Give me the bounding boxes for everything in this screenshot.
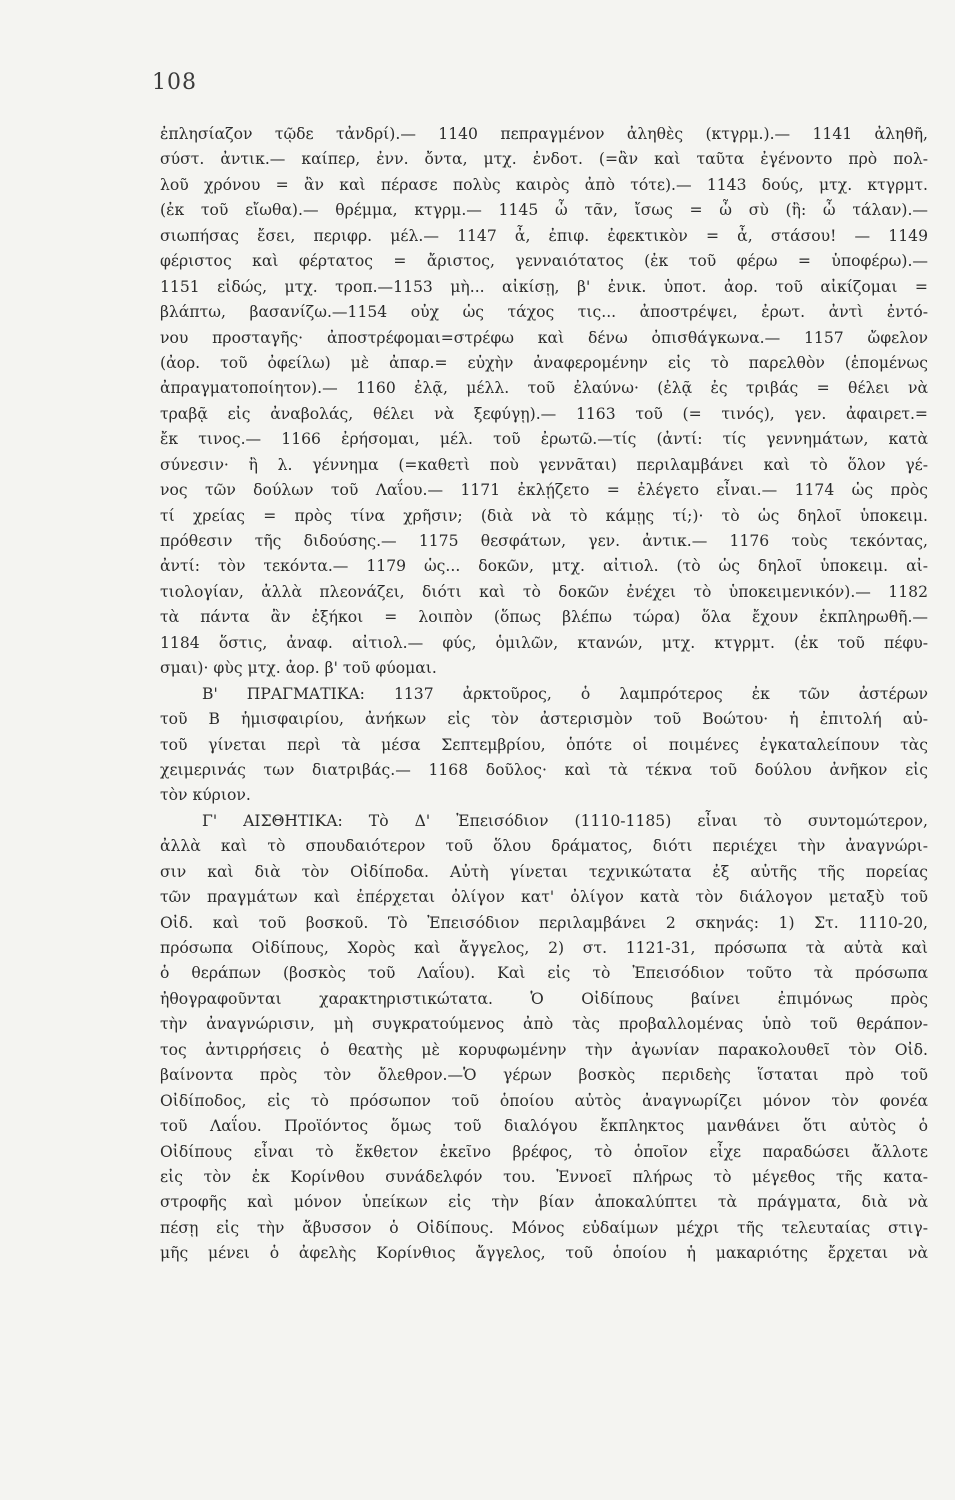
notes-line: νος τῶν δούλων τοῦ Λαΐου.— 1171 ἐκλῄζετο = ἐλέγετο εἶναι.— 1174 ὡς πρὸς <box>160 481 928 500</box>
section-c-line: Γ' ΑΙΣΘΗΤΙΚΑ: Τὸ Δ' Ἐπεισόδιον (1110-1185) εἶναι τὸ συντομώτερον, <box>202 811 928 830</box>
notes-line: ἔκ τινος.— 1166 ἐρήσομαι, μέλ. τοῦ ἐρωτῶ.—τίς (ἀντί: τίς γεννημάτων, κατὰ <box>160 430 928 449</box>
notes-line: σμαι)· φὺς μτχ. ἀορ. β' τοῦ φύομαι. <box>160 659 437 678</box>
section-c-line: Οἰδ. καὶ τοῦ βοσκοῦ. Τὸ Ἐπεισόδιον περιλαμβάνει 2 σκηνάς: 1) Στ. 1110-20, <box>160 913 928 932</box>
section-c-line: ὁ θεράπων (βοσκὸς τοῦ Λαΐου). Καὶ εἰς τὸ Ἐπεισόδιον τοῦτο τὰ πρόσωπα <box>160 964 928 983</box>
notes-line: τραβᾷ εἰς ἀναβολάς, θέλει νὰ ξεφύγῃ).— 1163 τοῦ (= τινός), γεν. ἀφαιρετ.= <box>160 404 928 423</box>
notes-line: βλάπτω, βασανίζω.—1154 οὐχ ὡς τάχος τις... ἀποστρέψει, ἐρωτ. ἀντὶ ἐντό- <box>160 303 928 322</box>
section-b-line: τοῦ γίνεται περὶ τὰ μέσα Σεπτεμβρίου, ὁπότε οἱ ποιμένες ἐγκαταλείπουν τὰς <box>160 735 928 754</box>
page-number: 108 <box>152 70 197 95</box>
section-b-line: Β' ΠΡΑΓΜΑΤΙΚΑ: 1137 ἀρκτοῦρος, ὁ λαμπρότερος ἐκ τῶν ἀστέρων <box>202 684 928 703</box>
section-c-line: πρόσωπα Οἰδίπους, Χορὸς καὶ ἄγγελος, 2) στ. 1121-31, πρόσωπα τὰ αὐτὰ καὶ <box>160 939 928 957</box>
section-c-line: στροφῆς καὶ μόνον ὑπείκων εἰς τὴν βίαν ἀποκαλύπτει τὰ πράγματα, διὰ νὰ <box>160 1193 928 1212</box>
section-c-line: τοῦ Λαΐου. Προϊόντος ὅμως τοῦ διαλόγου ἔκπληκτος μανθάνει ὅτι αὐτὸς ὁ <box>160 1117 928 1136</box>
section-c-line: Οἰδίποδος, εἰς τὸ πρόσωπον τοῦ ὁποίου αὐτὸς ἀναγνωρίζει μόνον τὸν φονέα <box>160 1091 928 1110</box>
section-c-line: ἠθογραφοῦνται χαρακτηριστικώτατα. Ὁ Οἰδίπους βαίνει ἐπιμόνως πρὸς <box>160 989 928 1008</box>
section-c-line: βαίνοντα πρὸς τὸν ὄλεθρον.—Ὁ γέρων βοσκὸς περιδεὴς ἵσταται πρὸ τοῦ <box>160 1066 928 1085</box>
text-block <box>160 122 928 1267</box>
section-c-line: μῆς μένει ὁ ἀφελὴς Κορίνθιος ἄγγελος, τοῦ ὁποίου ἡ μακαριότης ἔρχεται νὰ <box>160 1244 928 1263</box>
section-c-line: σιν καὶ διὰ τὸν Οἰδίποδα. Αὐτὴ γίνεται τεχνικώτατα ἐξ αὐτῆς τῆς πορείας <box>160 862 928 881</box>
notes-line: ἀπραγματοποίητον).— 1160 ἐλᾷ, μέλλ. τοῦ ἐλαύνω· (ἐλᾷ ἐς τριβάς = θέλει νὰ <box>160 379 928 398</box>
notes-line: σιωπήσας ἔσει, περιφρ. μέλ.— 1147 ἆ, ἐπιφ. ἐφεκτικὸν = ἆ, στάσου! — 1149 <box>160 226 928 245</box>
notes-line: τιολογίαν, ἀλλὰ πλεονάζει, διότι καὶ τὸ δοκῶν ἐνέχει τὸ ὑποκειμενικόν).— 1182 <box>160 582 928 601</box>
notes-line: πρόθεσιν τῆς διδούσης.— 1175 θεσφάτων, γεν. ἀντικ.— 1176 τοὺς τεκόντας, <box>160 532 928 550</box>
notes-line: τί χρείας = πρὸς τίνα χρῆσιν; (διὰ νὰ τὸ κάμῃς τί;)· τὸ ὡς δηλοῖ ὑποκειμ. <box>160 506 928 525</box>
notes-line: τὰ πάντα ἂν ἐξήκοι = λοιπὸν (ὅπως βλέπω τώρα) ὅλα ἔχουν ἐκπληρωθῆ.— <box>160 608 928 627</box>
section-b-line: χειμερινάς των διατριβάς.— 1168 δοῦλος· καὶ τὰ τέκνα τοῦ δούλου ἀνῆκον εἰς <box>160 760 928 779</box>
notes-line: σύνεσιν· ἢ λ. γέννημα (=καθετὶ ποὺ γεννᾶται) περιλαμβάνει καὶ τὸ ὅλον γέ- <box>160 455 928 474</box>
notes-line: (ἐκ τοῦ εἴωθα).— θρέμμα, κτγρμ.— 1145 ὦ τᾶν, ἴσως = ὦ σὺ (ἢ: ὦ τάλαν).— <box>160 201 928 220</box>
section-b-line: τοῦ Β ἡμισφαιρίου, ἀνήκων εἰς τὸν ἀστερισμὸν τοῦ Βοώτου· ἡ ἐπιτολή αὐ- <box>160 710 928 729</box>
section-c-line: πέσῃ εἰς τὴν ἄβυσσον ὁ Οἰδίπους. Μόνος εὐδαίμων μέχρι τῆς τελευταίας στιγ- <box>160 1218 928 1237</box>
notes-line: ἐπλησίαζον τῷδε τἀνδρί).— 1140 πεπραγμένον ἀληθὲς (κτγρμ.).— 1141 ἀληθῆ, <box>160 125 928 143</box>
notes-line: νου προσταγῆς· ἀποστρέφομαι=στρέφω καὶ δένω ὀπισθάγκωνα.— 1157 ὤφελον <box>160 328 928 347</box>
notes-line: 1184 ὅστις, ἀναφ. αἰτιολ.— φύς, ὁμιλῶν, κτανών, μτχ. κτγρμτ. (ἐκ τοῦ πέφυ- <box>160 633 928 652</box>
notes-line: 1151 εἰδώς, μτχ. τροπ.—1153 μὴ... αἰκίσῃ, β' ἐνικ. ὑποτ. ἀορ. τοῦ αἰκίζομαι = <box>160 277 928 296</box>
section-c-line: τὴν ἀναγνώρισιν, μὴ συγκρατούμενος ἀπὸ τὰς προβαλλομένας ὑπὸ τοῦ θεράπον- <box>160 1015 928 1034</box>
notes-line: σύστ. ἀντικ.— καίπερ, ἐνν. ὄντα, μτχ. ἐνδοτ. (=ἂν καὶ ταῦτα ἐγένοντο πρὸ πολ- <box>160 150 928 169</box>
section-c-line: ἀλλὰ καὶ τὸ σπουδαιότερον τοῦ ὅλου δράματος, διότι περιέχει τὴν ἀναγνώρι- <box>160 837 928 856</box>
section-b-line: τὸν κύριον. <box>160 786 251 805</box>
notes-line: φέριστος καὶ φέρτατος = ἄριστος, γενναιότατος (ἐκ τοῦ φέρω = ὑποφέρω).— <box>160 252 928 271</box>
notes-line: (ἀορ. τοῦ ὀφείλω) μὲ ἀπαρ.= εὐχὴν ἀναφερομένην εἰς τὸ παρελθὸν (ἑπομένως <box>160 353 928 372</box>
section-c-line: τῶν πραγμάτων καὶ ἐπέρχεται ὀλίγον κατ' ὀλίγον κατὰ τὸν διάλογον μεταξὺ τοῦ <box>160 888 928 907</box>
section-c-line: εἰς τὸν ἐκ Κορίνθου συνάδελφόν του. Ἐννοεῖ πλήρως τὸ μέγεθος τῆς κατα- <box>160 1167 928 1186</box>
section-c-line: Οἰδίπους εἶναι τὸ ἔκθετον ἐκεῖνο βρέφος, τὸ ὁποῖον εἶχε παραδώσει ἄλλοτε <box>160 1142 928 1161</box>
notes-line: λοῦ χρόνου = ἂν καὶ πέρασε πολὺς καιρὸς ἀπὸ τότε).— 1143 δούς, μτχ. κτγρμτ. <box>160 175 928 194</box>
section-c-line: τος ἀντιρρήσεις ὁ θεατὴς μὲ κορυφωμένην τὴν ἀγωνίαν παρακολουθεῖ τὸν Οἰδ. <box>160 1040 928 1059</box>
notes-line: ἀντί: τὸν τεκόντα.— 1179 ὡς... δοκῶν, μτχ. αἰτιολ. (τὸ ὡς δηλοῖ ὑποκειμ. αἰ- <box>160 557 928 576</box>
